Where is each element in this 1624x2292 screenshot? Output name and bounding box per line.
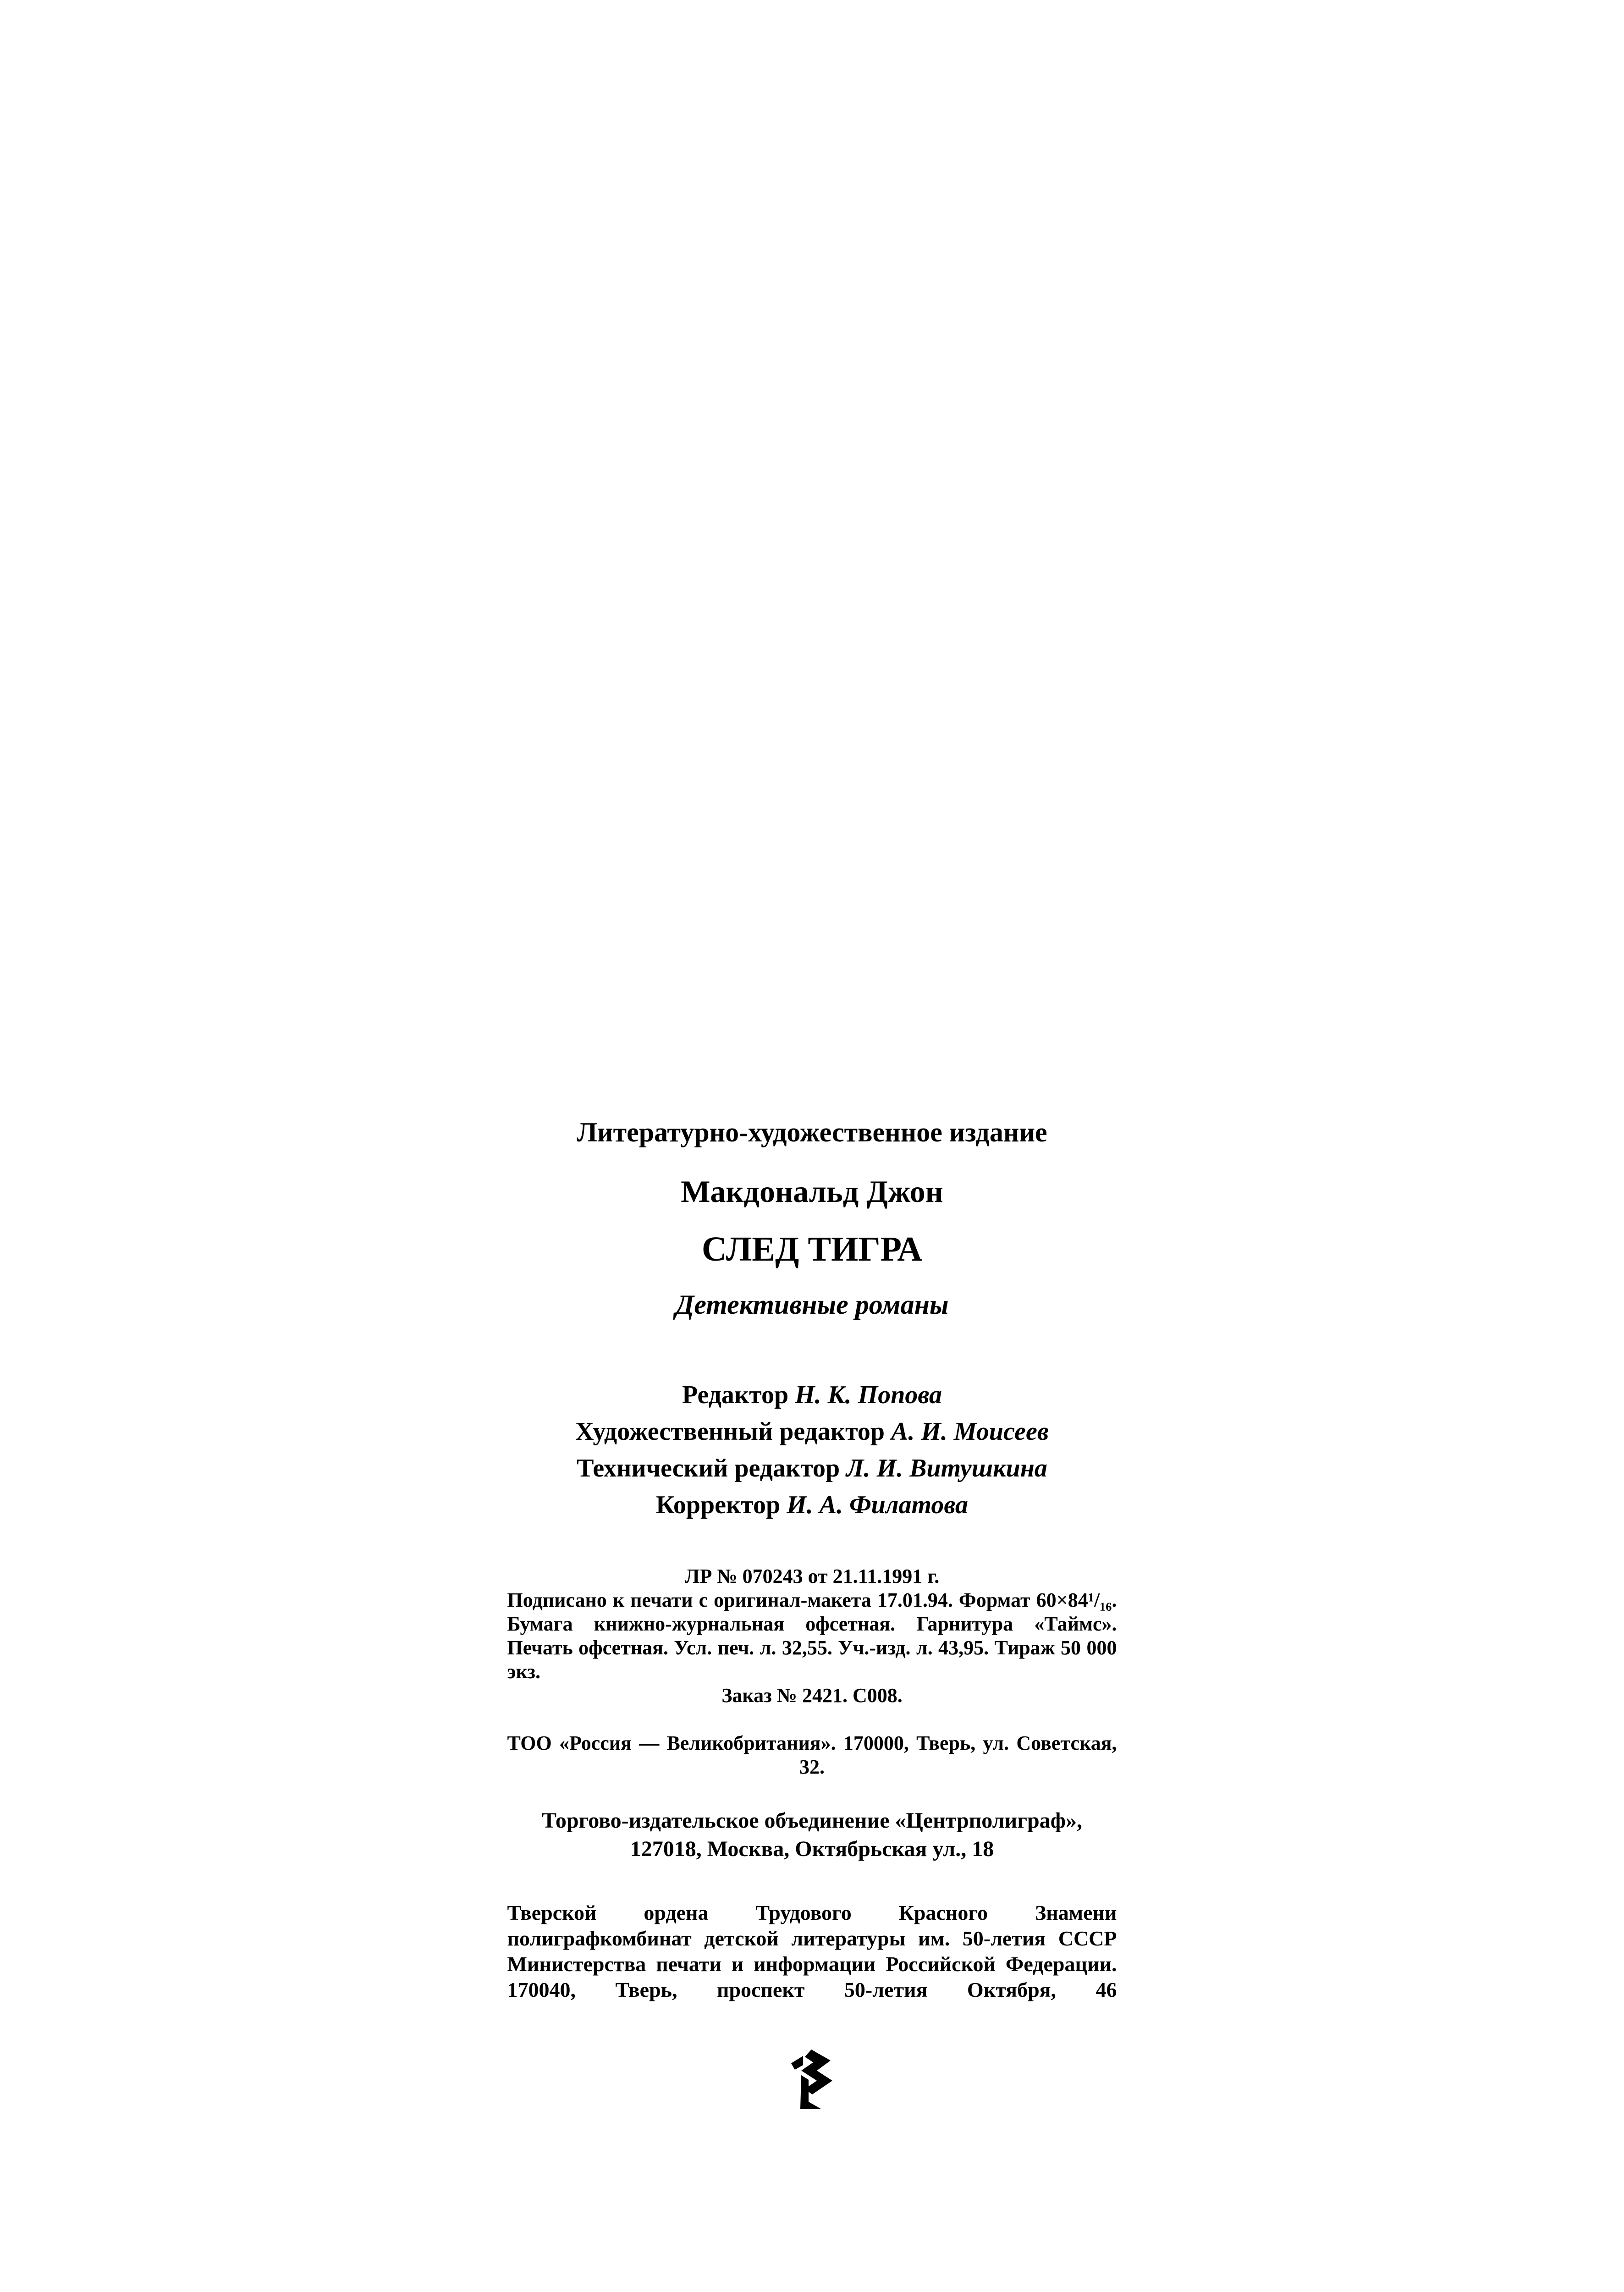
- distributor-block: [507, 1807, 1117, 1863]
- credit-role: Художественный редактор: [575, 1417, 885, 1446]
- genre: Детективные романы: [675, 1289, 949, 1320]
- credit-role: Редактор: [682, 1381, 789, 1409]
- publisher-logo-icon: [785, 2047, 840, 2111]
- order-line: Заказ № 2421. С008.: [721, 1684, 903, 1707]
- credit-art-editor: [0, 1413, 1624, 1450]
- credit-technical-editor: [0, 1450, 1624, 1487]
- imprint-text: Подписано к печати с оригинал-макета 17.01.94. Формат 60×84¹/₁₆. Бумага книжно-журнальная офсетная. Гарнитура «Таймс». Печать офсетная. Усл. печ. л. 32,55. Уч.-изд. л. 43,95. Тираж 50 000 экз.: [507, 1589, 1117, 1683]
- distributor-name: Торгово-издательское объединение «Центрполиграф»,: [542, 1808, 1082, 1833]
- credit-editor: [0, 1377, 1624, 1413]
- publisher-block: ТОО «Россия — Великобритания». 170000, Тверь, ул. Советская, 32.: [507, 1732, 1117, 1778]
- colophon: [0, 1112, 1624, 2111]
- printer-block: Тверской ордена Трудового Красного Знамени полиграфкомбинат детской литературы им. 50-летия СССР Министерства печати и информации Российской Федерации. 170040, Тверь, проспект 50-летия Октября, 46: [507, 1901, 1117, 2001]
- credit-person: Л. И. Витушкина: [846, 1454, 1047, 1482]
- credit-role: Технический редактор: [577, 1454, 840, 1482]
- book-title: СЛЕД ТИГРА: [701, 1230, 923, 1268]
- imprint-block: [507, 1565, 1117, 1708]
- credit-person: И. А. Филатова: [787, 1491, 968, 1519]
- distributor-address: 127018, Москва, Октябрьская ул., 18: [630, 1837, 994, 1861]
- edition-type: Литературно-художественное издание: [577, 1117, 1047, 1147]
- credit-proofreader: [0, 1487, 1624, 1523]
- author-name: Макдональд Джон: [681, 1174, 943, 1209]
- credits-list: [0, 1377, 1624, 1523]
- license-line: ЛР № 070243 от 21.11.1991 г.: [684, 1565, 940, 1587]
- credit-person: А. И. Моисеев: [891, 1417, 1049, 1446]
- credit-person: Н. К. Попова: [795, 1381, 942, 1409]
- credit-role: Корректор: [656, 1491, 781, 1519]
